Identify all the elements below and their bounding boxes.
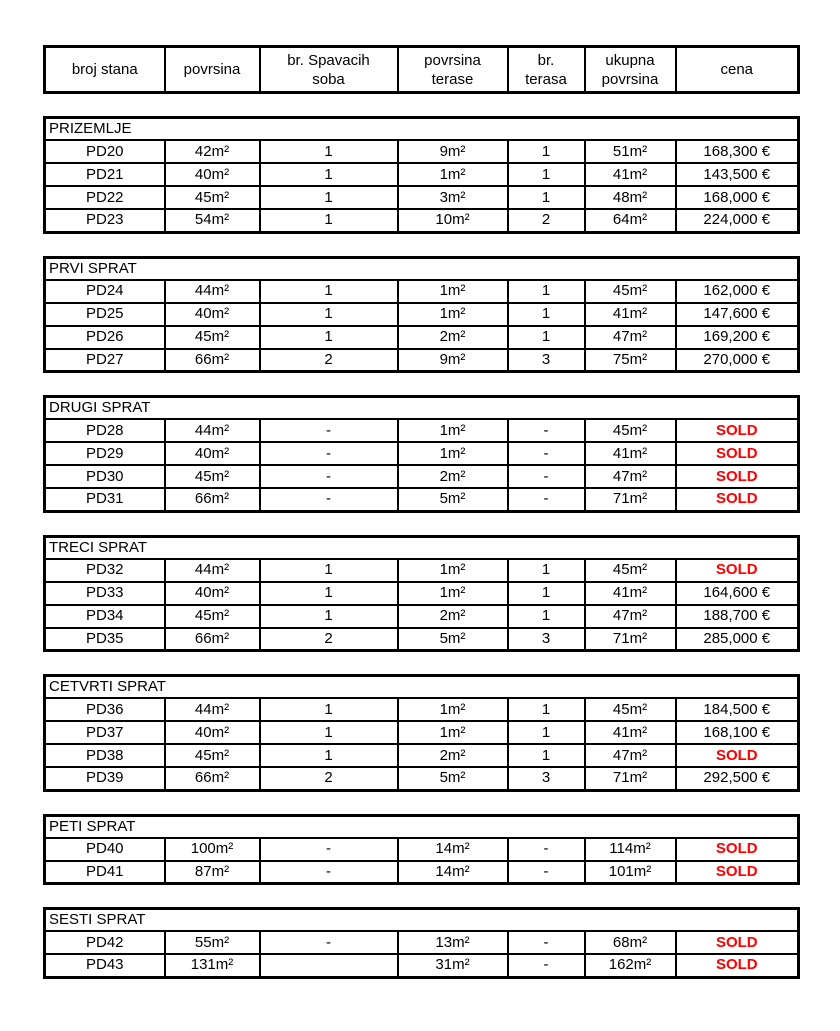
cell-price: SOLD (676, 744, 799, 767)
cell-total-area: 41m² (585, 442, 676, 465)
cell-terrace-area: 1m² (398, 280, 508, 303)
floor-section-title: PETI SPRAT (45, 815, 799, 838)
apartment-row (45, 861, 799, 884)
cell-total-area: 47m² (585, 744, 676, 767)
cell-bedrooms: 2 (260, 628, 398, 651)
cell-bedrooms: 1 (260, 326, 398, 349)
cell-terrace-count: 2 (508, 209, 585, 232)
cell-price: SOLD (676, 488, 799, 511)
cell-bedrooms: 1 (260, 140, 398, 163)
cell-bedrooms: 1 (260, 744, 398, 767)
apartment-row (45, 280, 799, 303)
apartment-row (45, 326, 799, 349)
apartment-row (45, 767, 799, 790)
apartment-row (45, 465, 799, 488)
cell-bedrooms: - (260, 861, 398, 884)
section-rows (45, 397, 799, 512)
cell-terrace-count: 1 (508, 186, 585, 209)
cell-apartment-id: PD43 (45, 954, 165, 977)
apartment-row (45, 140, 799, 163)
apartment-row (45, 954, 799, 977)
col-header-total-area (585, 47, 676, 93)
cell-area: 45m² (165, 744, 260, 767)
col-header-label: cena (720, 61, 754, 78)
floor-title-row (45, 397, 799, 420)
cell-terrace-area: 2m² (398, 744, 508, 767)
apartment-row (45, 628, 799, 651)
cell-bedrooms: - (260, 465, 398, 488)
cell-apartment-id: PD42 (45, 931, 165, 954)
cell-terrace-area: 1m² (398, 559, 508, 582)
cell-terrace-count: 3 (508, 767, 585, 790)
cell-price: 147,600 € (676, 303, 799, 326)
cell-total-area: 162m² (585, 954, 676, 977)
cell-price: 143,500 € (676, 163, 799, 186)
cell-area: 45m² (165, 605, 260, 628)
cell-terrace-count: - (508, 931, 585, 954)
cell-bedrooms: 1 (260, 559, 398, 582)
cell-area: 44m² (165, 698, 260, 721)
cell-price: 169,200 € (676, 326, 799, 349)
cell-apartment-id: PD41 (45, 861, 165, 884)
floor-title-row (45, 676, 799, 699)
cell-price: 168,000 € (676, 186, 799, 209)
cell-total-area: 71m² (585, 767, 676, 790)
apartment-row (45, 209, 799, 232)
cell-apartment-id: PD31 (45, 488, 165, 511)
col-header-label: broj stana (71, 61, 138, 78)
floor-title-row (45, 815, 799, 838)
cell-area: 44m² (165, 419, 260, 442)
col-header-label: ukupna (605, 51, 655, 69)
cell-price: 184,500 € (676, 698, 799, 721)
cell-price: SOLD (676, 465, 799, 488)
cell-apartment-id: PD34 (45, 605, 165, 628)
cell-bedrooms: 1 (260, 605, 398, 628)
cell-bedrooms: 2 (260, 349, 398, 372)
cell-bedrooms: 1 (260, 698, 398, 721)
apartment-row (45, 838, 799, 861)
cell-bedrooms: 1 (260, 721, 398, 744)
cell-terrace-count: - (508, 954, 585, 977)
cell-apartment-id: PD32 (45, 559, 165, 582)
cell-apartment-id: PD22 (45, 186, 165, 209)
apartment-row (45, 419, 799, 442)
section-rows (45, 676, 799, 791)
cell-apartment-id: PD36 (45, 698, 165, 721)
cell-terrace-count: 1 (508, 559, 585, 582)
cell-apartment-id: PD33 (45, 582, 165, 605)
cell-apartment-id: PD39 (45, 767, 165, 790)
cell-terrace-count: 1 (508, 303, 585, 326)
cell-terrace-count: - (508, 488, 585, 511)
column-header-row (45, 47, 799, 93)
apartment-row (45, 559, 799, 582)
cell-apartment-id: PD30 (45, 465, 165, 488)
floor-section-title: DRUGI SPRAT (45, 397, 799, 420)
floor-section-title: PRIZEMLJE (45, 118, 799, 141)
cell-apartment-id: PD35 (45, 628, 165, 651)
cell-area: 44m² (165, 559, 260, 582)
floor-section-table (43, 907, 800, 979)
apartment-row (45, 605, 799, 628)
cell-price: 164,600 € (676, 582, 799, 605)
cell-terrace-area: 5m² (398, 488, 508, 511)
cell-total-area: 64m² (585, 209, 676, 232)
column-header-table (43, 45, 800, 94)
cell-bedrooms: 1 (260, 582, 398, 605)
cell-total-area: 41m² (585, 303, 676, 326)
floor-section-title: SESTI SPRAT (45, 909, 799, 932)
cell-price: 188,700 € (676, 605, 799, 628)
cell-total-area: 71m² (585, 488, 676, 511)
cell-terrace-area: 2m² (398, 465, 508, 488)
col-header-label: povrsina (601, 70, 659, 88)
cell-apartment-id: PD26 (45, 326, 165, 349)
apartment-row (45, 303, 799, 326)
cell-total-area: 45m² (585, 698, 676, 721)
apartment-row (45, 744, 799, 767)
cell-apartment-id: PD20 (45, 140, 165, 163)
cell-area: 87m² (165, 861, 260, 884)
cell-terrace-area: 1m² (398, 163, 508, 186)
cell-terrace-area: 9m² (398, 349, 508, 372)
cell-total-area: 47m² (585, 326, 676, 349)
cell-area: 45m² (165, 326, 260, 349)
cell-terrace-count: - (508, 861, 585, 884)
section-rows (45, 815, 799, 884)
cell-apartment-id: PD25 (45, 303, 165, 326)
col-header-label: terase (431, 70, 474, 88)
col-header-label: povrsina (424, 51, 481, 69)
cell-terrace-count: 3 (508, 349, 585, 372)
cell-area: 100m² (165, 838, 260, 861)
cell-terrace-count: 1 (508, 163, 585, 186)
floor-section-table (43, 814, 800, 886)
cell-total-area: 47m² (585, 605, 676, 628)
apartment-row (45, 698, 799, 721)
cell-area: 44m² (165, 280, 260, 303)
cell-total-area: 114m² (585, 838, 676, 861)
col-header-bedrooms (260, 47, 398, 93)
cell-terrace-area: 31m² (398, 954, 508, 977)
cell-total-area: 41m² (585, 163, 676, 186)
cell-bedrooms: 1 (260, 163, 398, 186)
cell-bedrooms: - (260, 419, 398, 442)
cell-area: 55m² (165, 931, 260, 954)
cell-total-area: 45m² (585, 419, 676, 442)
cell-terrace-area: 2m² (398, 326, 508, 349)
cell-bedrooms: - (260, 488, 398, 511)
cell-apartment-id: PD28 (45, 419, 165, 442)
section-rows (45, 536, 799, 651)
cell-apartment-id: PD23 (45, 209, 165, 232)
cell-total-area: 41m² (585, 721, 676, 744)
floor-title-row (45, 909, 799, 932)
col-header-label: povrsina (183, 61, 241, 78)
cell-price: 285,000 € (676, 628, 799, 651)
sections-container (43, 116, 840, 979)
cell-price: 292,500 € (676, 767, 799, 790)
cell-price: SOLD (676, 954, 799, 977)
cell-apartment-id: PD21 (45, 163, 165, 186)
section-rows (45, 909, 799, 978)
apartment-row (45, 721, 799, 744)
cell-bedrooms: - (260, 442, 398, 465)
cell-area: 40m² (165, 582, 260, 605)
cell-bedrooms: 1 (260, 186, 398, 209)
cell-total-area: 101m² (585, 861, 676, 884)
floor-section-table (43, 674, 800, 792)
cell-apartment-id: PD27 (45, 349, 165, 372)
cell-apartment-id: PD38 (45, 744, 165, 767)
cell-terrace-count: - (508, 465, 585, 488)
col-header-apartment-number (45, 47, 165, 93)
cell-total-area: 71m² (585, 628, 676, 651)
col-header-label: soba (312, 70, 345, 88)
cell-terrace-count: 1 (508, 326, 585, 349)
floor-section-table (43, 535, 800, 653)
floor-title-row (45, 118, 799, 141)
cell-area: 66m² (165, 767, 260, 790)
floor-title-row (45, 536, 799, 559)
cell-price: SOLD (676, 559, 799, 582)
apartment-row (45, 349, 799, 372)
cell-price: 224,000 € (676, 209, 799, 232)
cell-price: 168,300 € (676, 140, 799, 163)
cell-terrace-area: 1m² (398, 442, 508, 465)
cell-price: 168,100 € (676, 721, 799, 744)
cell-area: 66m² (165, 488, 260, 511)
col-header-label: terasa (525, 70, 567, 88)
cell-price: SOLD (676, 838, 799, 861)
cell-terrace-count: 1 (508, 698, 585, 721)
col-header-label: br. (537, 51, 555, 69)
cell-terrace-area: 1m² (398, 582, 508, 605)
cell-terrace-area: 5m² (398, 628, 508, 651)
cell-apartment-id: PD29 (45, 442, 165, 465)
apartment-row (45, 163, 799, 186)
floor-section-table (43, 256, 800, 374)
cell-area: 54m² (165, 209, 260, 232)
floor-section-table (43, 116, 800, 234)
col-header-area (165, 47, 260, 93)
floor-section-title: TRECI SPRAT (45, 536, 799, 559)
col-header-label: br. Spavacih (287, 51, 370, 69)
floor-section-title: PRVI SPRAT (45, 257, 799, 280)
cell-terrace-area: 1m² (398, 721, 508, 744)
cell-bedrooms: 1 (260, 209, 398, 232)
cell-total-area: 51m² (585, 140, 676, 163)
col-header-price (676, 47, 799, 93)
cell-terrace-area: 1m² (398, 303, 508, 326)
cell-apartment-id: PD40 (45, 838, 165, 861)
cell-bedrooms: 1 (260, 303, 398, 326)
cell-terrace-count: 1 (508, 744, 585, 767)
cell-terrace-area: 3m² (398, 186, 508, 209)
cell-area: 45m² (165, 186, 260, 209)
cell-terrace-count: - (508, 442, 585, 465)
cell-area: 40m² (165, 721, 260, 744)
cell-terrace-count: 1 (508, 140, 585, 163)
cell-terrace-count: - (508, 838, 585, 861)
cell-area: 131m² (165, 954, 260, 977)
cell-total-area: 68m² (585, 931, 676, 954)
cell-area: 40m² (165, 163, 260, 186)
cell-area: 45m² (165, 465, 260, 488)
cell-price: SOLD (676, 442, 799, 465)
cell-total-area: 47m² (585, 465, 676, 488)
cell-bedrooms: - (260, 931, 398, 954)
section-rows (45, 257, 799, 372)
floor-section-table (43, 395, 800, 513)
cell-terrace-area: 14m² (398, 838, 508, 861)
cell-price: 270,000 € (676, 349, 799, 372)
cell-terrace-area: 14m² (398, 861, 508, 884)
cell-terrace-area: 1m² (398, 698, 508, 721)
cell-bedrooms: 1 (260, 280, 398, 303)
cell-bedrooms (260, 954, 398, 977)
cell-total-area: 45m² (585, 559, 676, 582)
cell-total-area: 45m² (585, 280, 676, 303)
cell-terrace-area: 13m² (398, 931, 508, 954)
apartment-row (45, 582, 799, 605)
cell-terrace-area: 10m² (398, 209, 508, 232)
section-rows (45, 118, 799, 233)
apartment-row (45, 186, 799, 209)
cell-terrace-area: 9m² (398, 140, 508, 163)
cell-bedrooms: 2 (260, 767, 398, 790)
cell-price: 162,000 € (676, 280, 799, 303)
cell-bedrooms: - (260, 838, 398, 861)
cell-terrace-count: 1 (508, 582, 585, 605)
cell-area: 40m² (165, 303, 260, 326)
apartment-row (45, 931, 799, 954)
cell-terrace-count: - (508, 419, 585, 442)
floor-section-title: CETVRTI SPRAT (45, 676, 799, 699)
cell-area: 42m² (165, 140, 260, 163)
cell-terrace-area: 2m² (398, 605, 508, 628)
cell-terrace-count: 3 (508, 628, 585, 651)
cell-apartment-id: PD24 (45, 280, 165, 303)
floor-title-row (45, 257, 799, 280)
cell-total-area: 48m² (585, 186, 676, 209)
cell-area: 66m² (165, 349, 260, 372)
col-header-terrace-area (398, 47, 508, 93)
cell-area: 40m² (165, 442, 260, 465)
cell-price: SOLD (676, 419, 799, 442)
cell-price: SOLD (676, 861, 799, 884)
cell-area: 66m² (165, 628, 260, 651)
cell-apartment-id: PD37 (45, 721, 165, 744)
cell-total-area: 41m² (585, 582, 676, 605)
cell-terrace-count: 1 (508, 280, 585, 303)
cell-terrace-area: 5m² (398, 767, 508, 790)
cell-price: SOLD (676, 931, 799, 954)
apartment-row (45, 442, 799, 465)
cell-total-area: 75m² (585, 349, 676, 372)
apartment-row (45, 488, 799, 511)
cell-terrace-area: 1m² (398, 419, 508, 442)
col-header-terrace-count (508, 47, 585, 93)
cell-terrace-count: 1 (508, 721, 585, 744)
cell-terrace-count: 1 (508, 605, 585, 628)
